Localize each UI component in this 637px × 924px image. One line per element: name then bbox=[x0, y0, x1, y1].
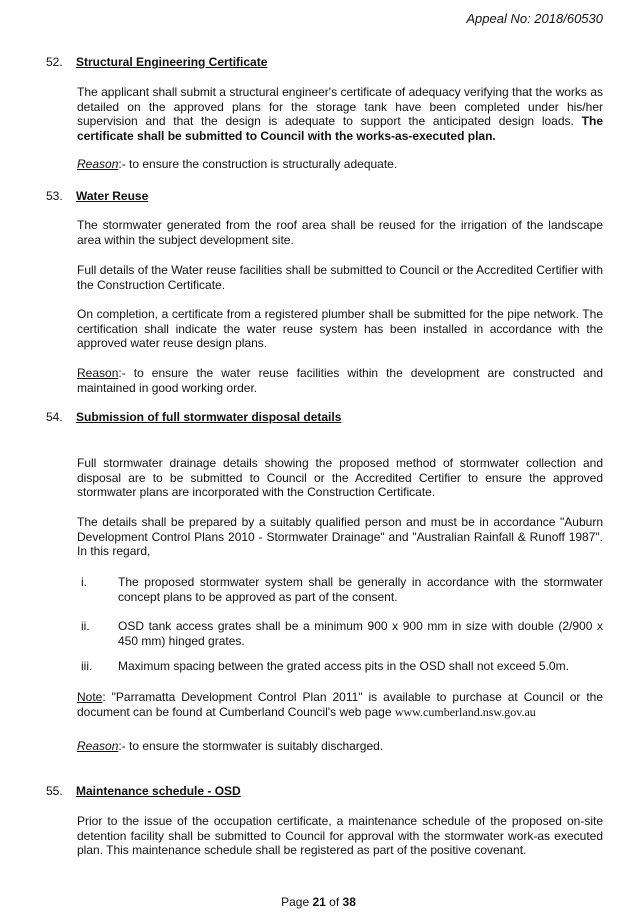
section-55-paragraph: Prior to the issue of the occupation certificate, a maintenance schedule of the proposed on-site detention facility shall be submitted to Council for approval with the stormwater work-as executed plan. This maintenance schedule shall be registered as part of the positive covenant. bbox=[77, 814, 603, 857]
section-title: Water Reuse bbox=[76, 189, 149, 203]
note-label: Note bbox=[77, 690, 103, 704]
bold-requirement: The certificate shall be submitted to Council with the works-as-executed plan. bbox=[77, 114, 603, 143]
list-item-text: The proposed stormwater system shall be generally in accordance with the stormwater concept plans to be approved as part of the consent. bbox=[118, 575, 603, 604]
page-number: Page 21 of 38 bbox=[281, 895, 356, 909]
appeal-number: Appeal No: 2018/60530 bbox=[466, 11, 603, 26]
list-item bbox=[77, 619, 603, 648]
section-number: 52. bbox=[46, 55, 63, 69]
section-54-paragraph-1: Full stormwater drainage details showing the proposed method of stormwater collection and disposal are to be submitted to Council or the Accredited Certifier to ensure the approved stormwater plans are incorporated with the Construction Certificate. bbox=[77, 456, 603, 499]
section-title: Structural Engineering Certificate bbox=[76, 55, 268, 69]
section-53-heading bbox=[46, 189, 148, 204]
section-53-paragraph-2: Full details of the Water reuse facilities shall be submitted to Council or the Accredited Certifier with the Construction Certificate. bbox=[77, 263, 603, 292]
section-54-note: Note: "Parramatta Development Control Plan 2011" is available to purchase at Council or the document can be found at Cumberland Council's web page www.cumberland.nsw.gov.au bbox=[77, 690, 603, 719]
reason-label: Reason bbox=[77, 157, 119, 171]
list-item bbox=[77, 575, 603, 604]
section-number: 55. bbox=[46, 784, 63, 798]
section-55-heading bbox=[46, 784, 241, 799]
list-item-text: Maximum spacing between the grated access pits in the OSD shall not exceed 5.0m. bbox=[118, 659, 569, 673]
section-54-heading bbox=[46, 410, 341, 425]
list-marker: iii. bbox=[81, 659, 93, 673]
section-54-paragraph-2: The details shall be prepared by a suitably qualified person and must be in accordance "Auburn Development Control Plans 2010 - Stormwater Drainage" and "Australian Rainfall & Runoff 1987". In this regard, bbox=[77, 515, 603, 558]
section-52-reason: Reason:- to ensure the construction is structurally adequate. bbox=[77, 157, 398, 171]
list-marker: ii. bbox=[81, 619, 90, 633]
section-54-reason: Reason:- to ensure the stormwater is suitably discharged. bbox=[77, 739, 384, 753]
section-number: 54. bbox=[46, 410, 63, 424]
list-item bbox=[77, 659, 603, 674]
reason-label: Reason bbox=[77, 739, 119, 753]
section-52-heading bbox=[46, 55, 267, 70]
section-53-paragraph-1: The stormwater generated from the roof area shall be reused for the irrigation of the landscape area within the subject development site. bbox=[77, 218, 603, 247]
list-marker: i. bbox=[81, 575, 87, 589]
section-number: 53. bbox=[46, 189, 63, 203]
section-53-paragraph-3: On completion, a certificate from a registered plumber shall be submitted for the pipe network. The certification shall indicate the water reuse system has been installed in accordance with the approved water reuse design plans. bbox=[77, 307, 603, 350]
reason-label: Reason bbox=[77, 366, 119, 380]
section-title: Submission of full stormwater disposal details bbox=[76, 410, 342, 424]
section-53-reason: Reason:- to ensure the water reuse facilities within the development are constructed and maintained in good working order. bbox=[77, 366, 603, 395]
council-web-link[interactable]: www.cumberland.nsw.gov.au bbox=[394, 704, 536, 719]
list-item-text: OSD tank access grates shall be a minimum 900 x 900 mm in size with double (2/900 x 450 mm) hinged grates. bbox=[118, 619, 603, 648]
section-52-paragraph: The applicant shall submit a structural engineer's certificate of adequacy verifying that the works as detailed on the approved plans for the storage tank have been completed under his/her supervision and that the design is adequate to support the anticipated design loads. The certificate shall be submitted to Council with the works-as-executed plan. bbox=[77, 85, 603, 143]
section-title: Maintenance schedule - OSD bbox=[76, 784, 241, 798]
